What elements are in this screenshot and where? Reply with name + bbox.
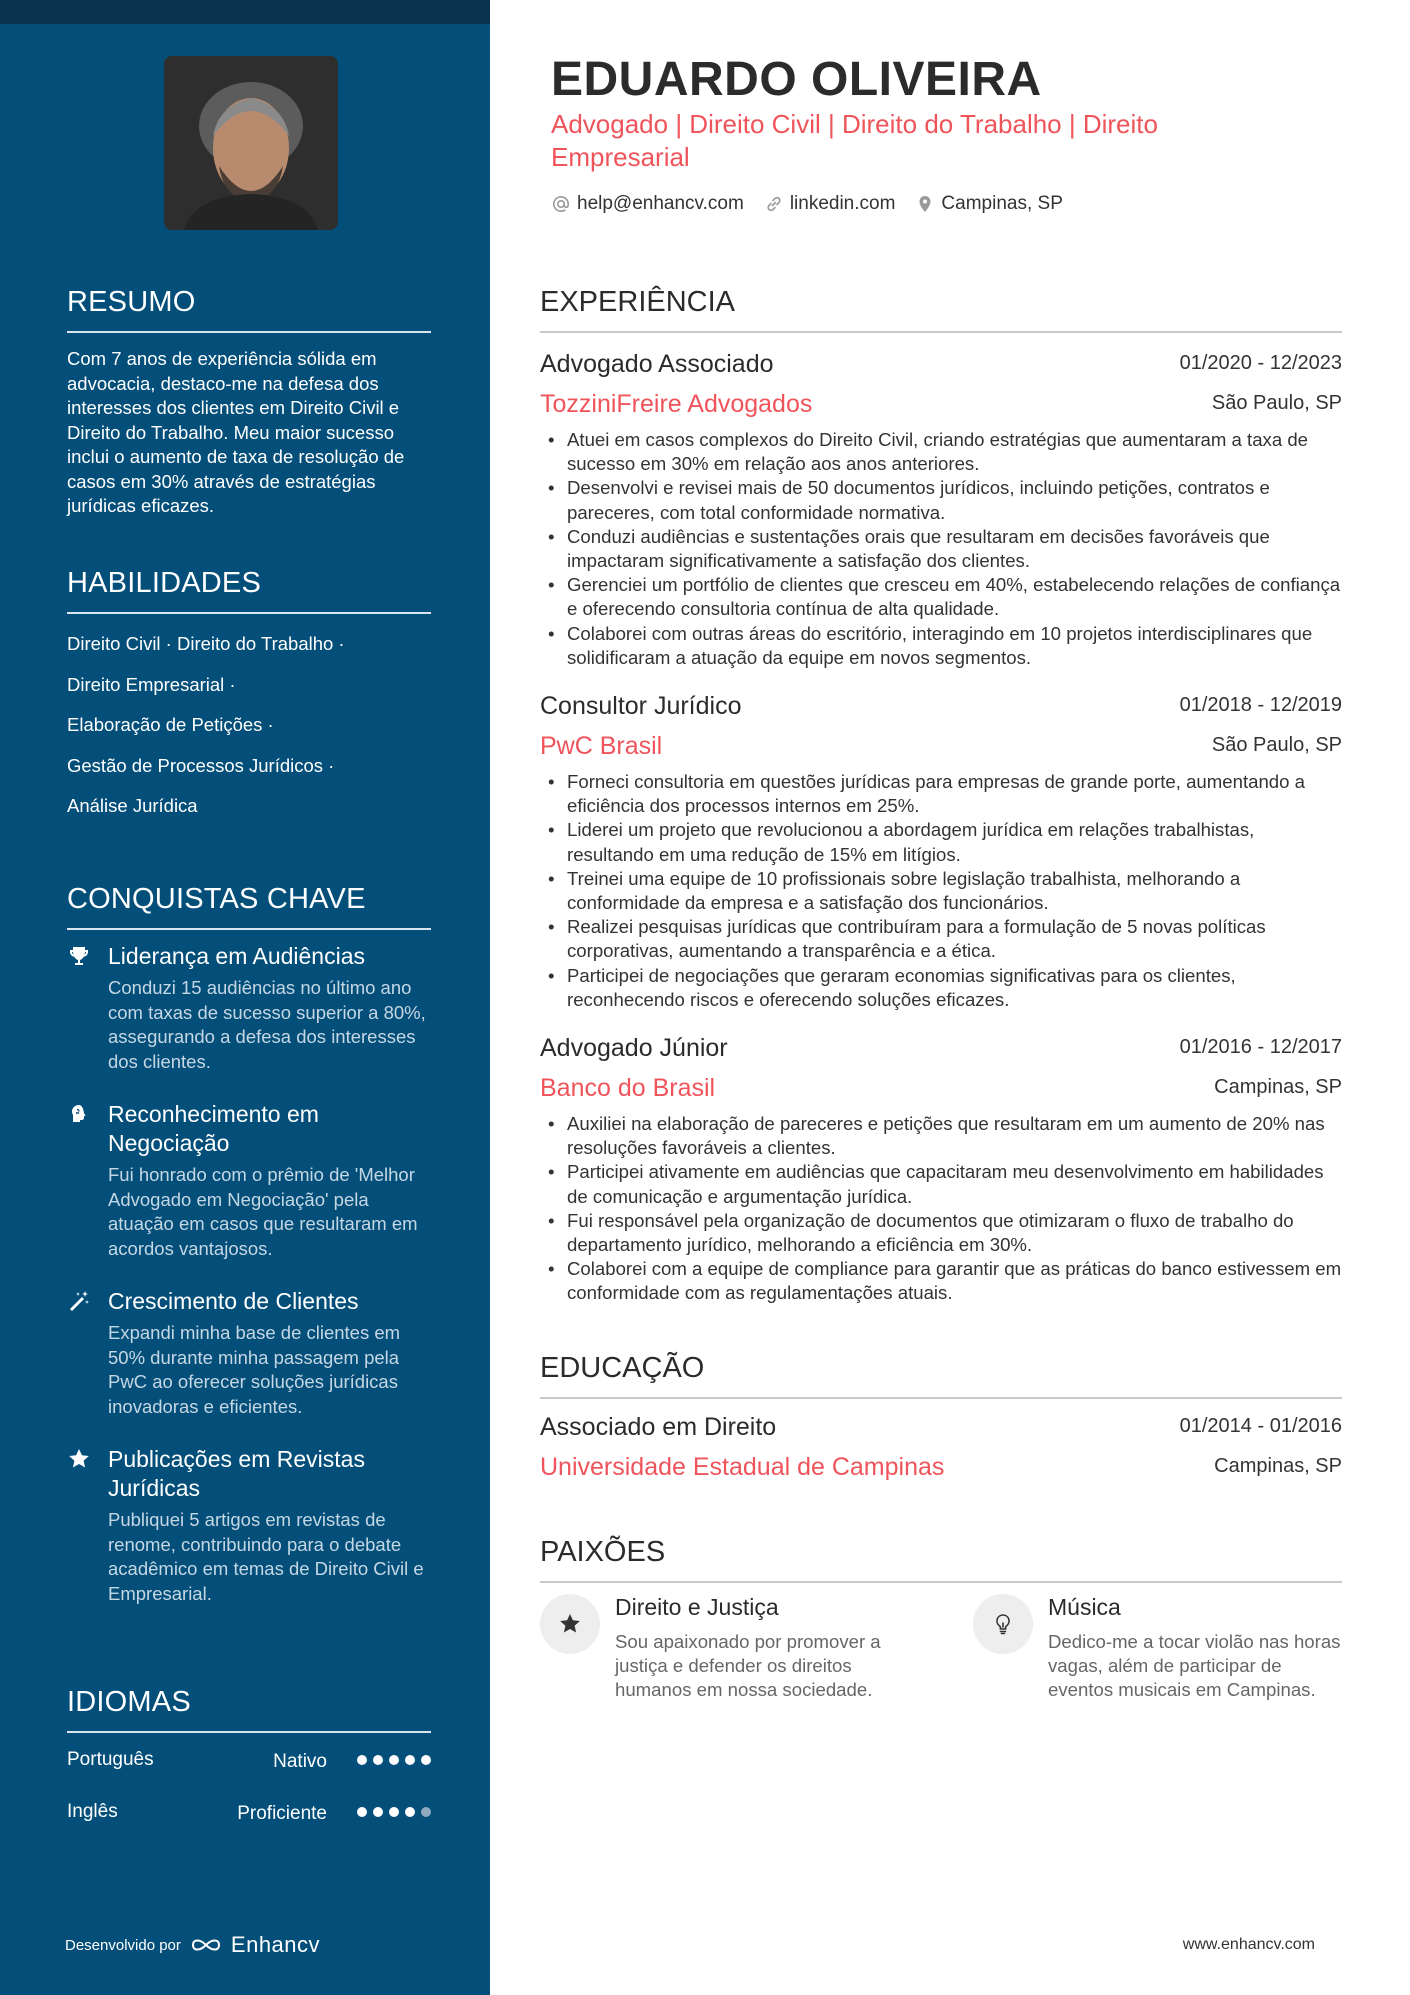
job-entry xyxy=(540,692,1342,1012)
achievements-section xyxy=(67,883,431,1606)
education-date: 01/2014 - 01/2016 xyxy=(1179,1415,1342,1437)
language-level: Nativo xyxy=(273,1751,327,1772)
achievement-desc: Expandi minha base de clientes em 50% durante minha passagem pela PwC ao oferecer soluções jurídicas inovadoras e eficientes. xyxy=(108,1322,401,1417)
job-bullet: • Realizei pesquisas jurídicas que contribuíram para a formulação de 5 novas políticas corporativas, aumentando a transparência e a ética. xyxy=(540,915,1342,963)
education-school: Universidade Estadual de Campinas xyxy=(540,1453,945,1481)
location-pin-icon xyxy=(915,194,935,214)
job-company: TozziniFreire Advogados xyxy=(540,390,813,418)
link-icon xyxy=(764,194,784,214)
achievement-item xyxy=(67,1100,431,1261)
profile-photo xyxy=(164,56,338,230)
rating-dot-filled xyxy=(357,1755,367,1765)
job-bullet: • Conduzi audiências e sustentações orais que resultaram em decisões favoráveis que impactaram significativamente a satisfação dos clientes. xyxy=(540,525,1342,573)
passion-desc: Sou apaixonado por promover a justiça e defender os direitos humanos em nossa sociedade. xyxy=(615,1631,881,1701)
language-name: Português xyxy=(67,1749,154,1770)
star-icon xyxy=(558,1612,582,1636)
sidebar-top-bar xyxy=(0,0,490,24)
rating-dot-filled xyxy=(405,1807,415,1817)
job-bullet: • Participei de negociações que geraram economias significativas para os clientes, reconhecendo riscos e oferecendo soluções eficazes. xyxy=(540,964,1342,1012)
star-icon xyxy=(67,1447,91,1471)
magic-wand-icon xyxy=(67,1289,91,1313)
job-bullet: • Colaborei com a equipe de compliance para garantir que as práticas do banco estivessem em conformidade com as regulamentações atuais. xyxy=(540,1257,1342,1305)
job-bullet: • Fui responsável pela organização de documentos que otimizaram o fluxo de trabalho do departamento jurídico, melhorando a eficiência em 30%. xyxy=(540,1209,1342,1257)
job-location: São Paulo, SP xyxy=(1211,392,1342,414)
job-bullet: • Desenvolvi e revisei mais de 50 documentos jurídicos, incluindo petições, contratos e pareceres, com total conformidade normativa. xyxy=(540,476,1342,524)
achievement-item xyxy=(67,1287,431,1419)
achievement-title: Crescimento de Clientes xyxy=(108,1288,359,1314)
language-rating xyxy=(357,1755,431,1765)
rating-dot-filled xyxy=(389,1755,399,1765)
education-location: Campinas, SP xyxy=(1214,1455,1342,1477)
achievement-desc: Conduzi 15 audiências no último ano com taxas de sucesso superior a 80%, assegurando a defesa dos interesses dos clientes. xyxy=(108,977,426,1072)
skill-row: Análise Jurídica xyxy=(67,795,198,816)
achievement-desc: Publiquei 5 artigos em revistas de renome, contribuindo para o debate acadêmico em temas de Direito Civil e Empresarial. xyxy=(108,1509,424,1604)
job-bullet: • Participei ativamente em audiências que capacitaram meu desenvolvimento em habilidades de comunicação e argumentação jurídica. xyxy=(540,1160,1342,1208)
language-rating xyxy=(357,1807,431,1817)
linkedin-text: linkedin.com xyxy=(789,193,896,214)
skill-row: Direito Civil · Direito do Trabalho · xyxy=(67,633,345,654)
passion-title: Música xyxy=(1048,1594,1121,1620)
passion-icon-circle xyxy=(540,1594,600,1654)
enhancv-logo-icon xyxy=(191,1936,221,1954)
lightbulb-icon xyxy=(991,1612,1015,1636)
job-bullet: • Gerenciei um portfólio de clientes que cresceu em 40%, estabelecendo relações de confiança e oferecendo consultoria contínua de alta qualidade. xyxy=(540,573,1342,621)
rating-dot-filled xyxy=(389,1807,399,1817)
achievement-title: Reconhecimento em Negociação xyxy=(108,1101,319,1156)
language-name: Inglês xyxy=(67,1801,118,1822)
skill-row: Gestão de Processos Jurídicos · xyxy=(67,754,335,776)
job-location: Campinas, SP xyxy=(1214,1076,1342,1098)
job-bullet: • Forneci consultoria em questões jurídicas para empresas de grande porte, aumentando a eficiência dos processos internos em 25%. xyxy=(540,770,1342,818)
job-bullet: • Liderei um projeto que revolucionou a abordagem jurídica em relações trabalhistas, resultando em uma redução de 15% em litígios. xyxy=(540,818,1342,866)
website-footer[interactable]: www.enhancv.com xyxy=(1182,1936,1315,1953)
contact-linkedin[interactable] xyxy=(764,193,896,215)
job-bullet: • Atuei em casos complexos do Direito Civil, criando estratégias que aumentaram a taxa de sucesso em 30% em relação aos anos anteriores. xyxy=(540,428,1342,476)
achievements-title: CONQUISTAS CHAVE xyxy=(67,883,431,930)
sidebar xyxy=(0,0,490,1995)
job-company: Banco do Brasil xyxy=(540,1074,716,1102)
trophy-icon xyxy=(67,944,91,968)
job-bullet: • Treinei uma equipe de 10 profissionais sobre legislação trabalhista, melhorando a conformidade da empresa e a satisfação dos funcionários. xyxy=(540,867,1342,915)
languages-section xyxy=(67,1686,431,1851)
achievement-title: Liderança em Audiências xyxy=(108,943,365,969)
job-date: 01/2016 - 12/2017 xyxy=(1179,1036,1342,1058)
language-row xyxy=(67,1799,431,1851)
job-bullet: • Colaborei com outras áreas do escritório, interagindo em 10 projetos interdisciplinares que solidificaram a atuação da equipe em novos segmentos. xyxy=(540,622,1342,670)
job-bullet: • Auxiliei na elaboração de pareceres e petições que resultaram em um aumento de 20% nas resoluções favoráveis a clientes. xyxy=(540,1112,1342,1160)
rating-dot-filled xyxy=(373,1755,383,1765)
contact-bar xyxy=(551,193,1063,215)
passion-desc: Dedico-me a tocar violão nas horas vagas, além de participar de eventos musicais em Campinas. xyxy=(1048,1631,1341,1701)
location-text: Campinas, SP xyxy=(941,193,1063,214)
summary-section xyxy=(67,286,431,519)
job-bullets xyxy=(540,428,1342,670)
job-title: Advogado Júnior xyxy=(540,1034,728,1062)
brain-icon xyxy=(67,1102,91,1126)
achievement-desc: Fui honrado com o prêmio de 'Melhor Advogado em Negociação' pela atuação em casos que resultaram em acordos vantajosos. xyxy=(108,1164,418,1259)
rating-dot-filled xyxy=(357,1807,367,1817)
rating-dot-filled xyxy=(405,1755,415,1765)
language-row xyxy=(67,1747,431,1799)
passion-icon-circle xyxy=(973,1594,1033,1654)
languages-list xyxy=(67,1747,431,1851)
at-icon xyxy=(551,194,571,214)
job-entry xyxy=(540,1034,1342,1306)
candidate-name: EDUARDO OLIVEIRA xyxy=(551,53,1042,106)
contact-email[interactable] xyxy=(551,193,744,215)
contact-location xyxy=(915,193,1062,215)
developed-by-label: Desenvolvido por xyxy=(65,1936,181,1954)
passions-title: PAIXÕES xyxy=(540,1536,1342,1583)
language-level: Proficiente xyxy=(237,1803,327,1824)
skills-section xyxy=(67,567,431,827)
skill-row: Direito Empresarial · xyxy=(67,673,236,695)
email-text: help@enhancv.com xyxy=(577,193,744,214)
achievement-title: Publicações em Revistas Jurídicas xyxy=(108,1446,365,1501)
summary-text: Com 7 anos de experiência sólida em advocacia, destaco-me na defesa dos interesses dos clientes em Direito Civil e Direito do Trabalho. Meu maior sucesso inclui o aumento de taxa de resolução de casos em 30% através de estratégias jurídicas eficazes. xyxy=(67,348,405,516)
job-company: PwC Brasil xyxy=(540,732,663,760)
job-entry xyxy=(540,350,1342,670)
job-bullets xyxy=(540,1112,1342,1306)
job-date: 01/2020 - 12/2023 xyxy=(1179,352,1342,374)
enhancv-logo-text: Enhancv xyxy=(230,1932,321,1957)
job-bullets xyxy=(540,770,1342,1012)
skills-list xyxy=(67,624,431,827)
rating-dot-filled xyxy=(421,1755,431,1765)
summary-title: RESUMO xyxy=(67,286,431,333)
job-date: 01/2018 - 12/2019 xyxy=(1179,694,1342,716)
passion-title: Direito e Justiça xyxy=(615,1594,779,1620)
rating-dot-filled xyxy=(373,1807,383,1817)
achievement-item xyxy=(67,942,431,1074)
developed-by-footer xyxy=(65,1932,320,1958)
achievement-item xyxy=(67,1445,431,1606)
skills-title: HABILIDADES xyxy=(67,567,431,614)
job-location: São Paulo, SP xyxy=(1211,734,1342,756)
rating-dot-empty xyxy=(421,1807,431,1817)
education-entry xyxy=(540,1413,1342,1491)
job-title: Consultor Jurídico xyxy=(540,692,742,720)
education-degree: Associado em Direito xyxy=(540,1413,777,1441)
candidate-headline: Advogado | Direito Civil | Direito do Trabalho | Direito Empresarial xyxy=(551,109,1158,172)
skill-row: Elaboração de Petições · xyxy=(67,714,274,735)
job-title: Advogado Associado xyxy=(540,350,774,378)
languages-title: IDIOMAS xyxy=(67,1686,431,1733)
education-title: EDUCAÇÃO xyxy=(540,1352,1342,1399)
experience-title: EXPERIÊNCIA xyxy=(540,286,1342,333)
